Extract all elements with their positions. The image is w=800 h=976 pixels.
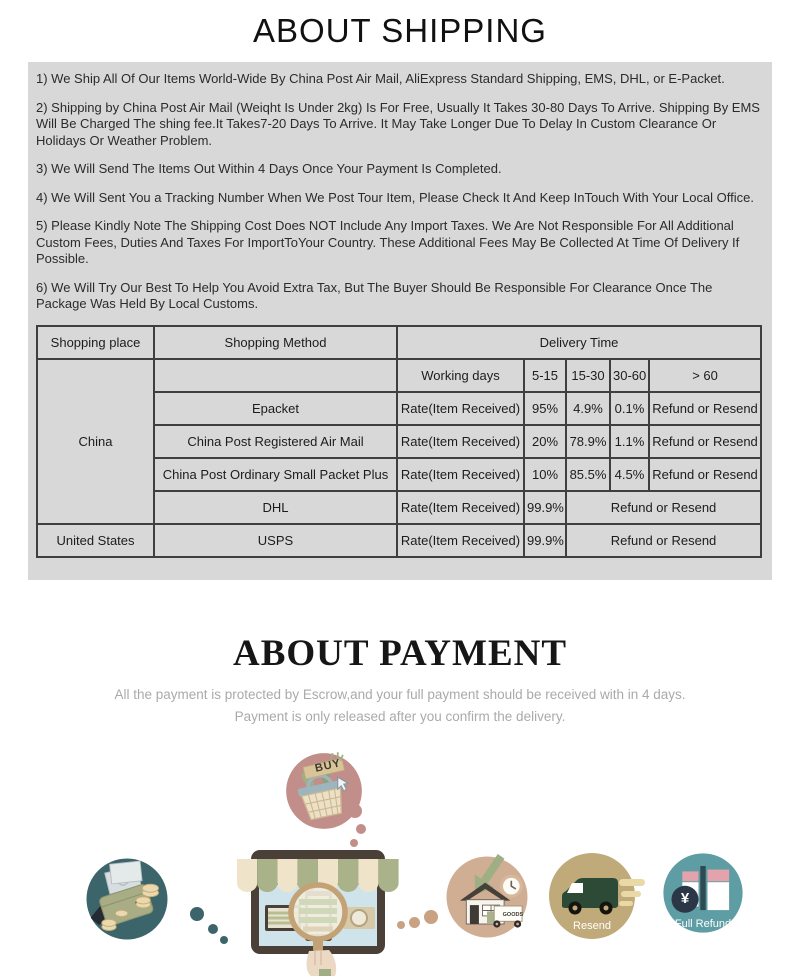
- cell-range: 5-15: [524, 359, 566, 392]
- storefront-search-icon: [233, 845, 403, 976]
- cell-method: USPS: [154, 524, 397, 557]
- cell-rate: Rate(Item Received): [397, 524, 524, 557]
- cell-method: DHL: [154, 491, 397, 524]
- thought-dot: [409, 917, 420, 928]
- cell-rate: Rate(Item Received): [397, 425, 524, 458]
- cell-value: 20%: [524, 425, 566, 458]
- thought-dot: [397, 921, 405, 929]
- cell-rate: Rate(Item Received): [397, 392, 524, 425]
- payment-line1: All the payment is protected by Escrow,and your full payment should be received with in 4 days.: [114, 687, 686, 702]
- cell-method: China Post Registered Air Mail: [154, 425, 397, 458]
- full-refund-label: Full Refund: [674, 918, 732, 930]
- cell-range: 15-30: [566, 359, 610, 392]
- thought-dot: [190, 907, 204, 921]
- cell-value: 1.1%: [610, 425, 649, 458]
- cell-result: Refund or Resend: [566, 524, 761, 557]
- table-row: [37, 524, 761, 557]
- thought-dot: [208, 924, 218, 934]
- shipping-note: 3) We Will Send The Items Out Within 4 Days Once Your Payment Is Completed.: [36, 161, 502, 176]
- thought-dot: [220, 936, 228, 944]
- shipping-note: 5) Please Kindly Note The Shipping Cost Does NOT Include Any Import Taxes. We Are Not Responsible For All Additional Custom Fees, Duties And Taxes For ImportToYour Country. These Additional Fees May Be Collected At Time Of Delivery If Possible.: [36, 218, 740, 266]
- cell-result: Refund or Resend: [649, 392, 761, 425]
- cell-working-days: Working days: [397, 359, 524, 392]
- thought-dot: [356, 824, 366, 834]
- goods-delivery-icon: [442, 852, 532, 942]
- cell-value: 99.9%: [524, 491, 566, 524]
- shipping-note: 6) We Will Try Our Best To Help You Avoid Extra Tax, But The Buyer Should Be Responsible For Clearance Once The Package Was Held By Local Customs.: [36, 279, 713, 311]
- cell-method: Epacket: [154, 392, 397, 425]
- table-subheader-row: [37, 359, 761, 392]
- table-header-row: [37, 326, 761, 359]
- cell-value: 99.9%: [524, 524, 566, 557]
- header-shopping-method: Shopping Method: [154, 326, 397, 359]
- cell-value: 85.5%: [566, 458, 610, 491]
- cell-value: 78.9%: [566, 425, 610, 458]
- header-delivery-time: Delivery Time: [397, 326, 761, 359]
- payment-illustrations: [0, 740, 800, 976]
- wallet-money-icon: [82, 854, 172, 944]
- resend-icon: [548, 850, 648, 942]
- cell-result: Refund or Resend: [566, 491, 761, 524]
- cell-range: 30-60: [610, 359, 649, 392]
- shipping-note: 1) We Ship All Of Our Items World-Wide By China Post Air Mail, AliExpress Standard Shipping, EMS, DHL, or E-Packet.: [36, 71, 725, 86]
- yen-icon: ¥: [680, 890, 690, 907]
- page-title: ABOUT SHIPPING: [253, 12, 547, 49]
- payment-title: ABOUT PAYMENT: [232, 633, 568, 674]
- cell-value: 4.9%: [566, 392, 610, 425]
- resend-label: Resend: [573, 920, 611, 932]
- header-shopping-place: Shopping place: [37, 326, 154, 359]
- cell-value: 10%: [524, 458, 566, 491]
- delivery-table: [36, 325, 762, 558]
- cell-rate: Rate(Item Received): [397, 491, 524, 524]
- cell-result: Refund or Resend: [649, 425, 761, 458]
- cell-united-states: United States: [37, 524, 154, 557]
- cell-value: 0.1%: [610, 392, 649, 425]
- cell-range: > 60: [649, 359, 761, 392]
- shipping-note: 4) We Will Sent You a Tracking Number When We Post Tour Item, Please Check It And Keep InTouch With Your Local Office.: [36, 189, 755, 205]
- buy-basket-icon: [281, 747, 367, 835]
- goods-box-label: GOODS: [502, 911, 524, 918]
- cell-china: China: [37, 359, 154, 524]
- thought-dot: [348, 804, 362, 818]
- cell-rate: Rate(Item Received): [397, 458, 524, 491]
- cell-value: 95%: [524, 392, 566, 425]
- payment-line2: Payment is only released after you confirm the delivery.: [234, 709, 566, 724]
- cell-method: China Post Ordinary Small Packet Plus: [154, 458, 397, 491]
- buy-banner-label: BUY: [313, 757, 343, 775]
- cell-empty: [154, 359, 397, 392]
- payment-subtitle: [0, 684, 800, 728]
- shipping-note: 2) Shipping by China Post Air Mail (Weiqht Is Under 2kg) Is For Free, Usually It Takes 30-80 Days To Arrive. Shipping By EMS Will Be Charged The shing fee.It Takes7-20 Days To Arrive. It May Take Longer Due To Delay In Custom Clearance Or Holidays Or Weather Problem.: [36, 99, 760, 148]
- thought-dot: [424, 910, 438, 924]
- shipping-notes-box: [28, 62, 772, 580]
- cell-value: 4.5%: [610, 458, 649, 491]
- cell-result: Refund or Resend: [649, 458, 761, 491]
- full-refund-icon: [658, 848, 748, 938]
